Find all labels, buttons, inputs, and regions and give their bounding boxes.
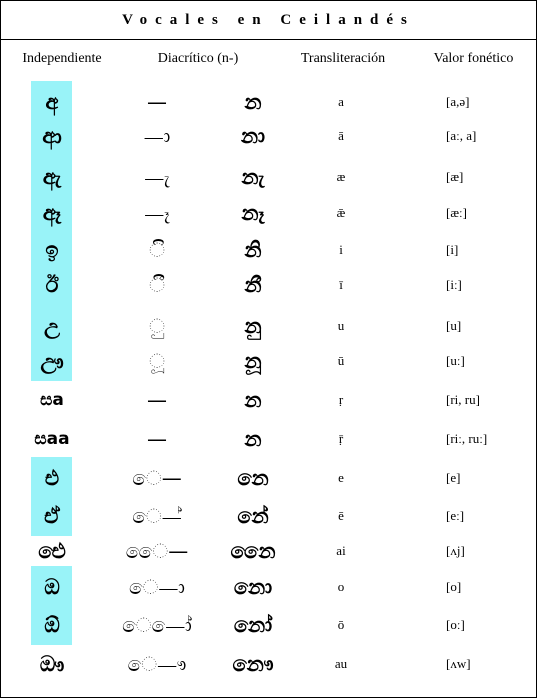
table-row [1,382,536,418]
diacritic-form: —ා [143,124,171,148]
table-row [1,267,536,303]
phonetic-value: [a,ə] [446,94,470,109]
independent-vowel: ඖ [39,651,65,676]
independent-vowel: එ [44,465,60,490]
example-syllable: නෛ [230,538,276,563]
diacritic-form: ෙ—ෟ [127,652,187,676]
transliteration: ī [339,277,343,292]
transliteration: ō [337,617,345,632]
example-syllable: නෞ [232,651,274,676]
phonetic-value: [o] [446,579,462,594]
phonetic-value: [æː] [446,205,467,220]
phonetic-value: [oː] [446,617,465,632]
example-syllable: නී [244,272,262,297]
example-syllable: නා [241,123,265,148]
example-syllable: නො [233,574,273,599]
independent-vowel: ඈ [42,200,62,225]
independent-vowel: උ [43,313,61,338]
table-row [1,421,536,457]
independent-vowel: අ [45,89,59,114]
phonetic-value: [ri, ru] [446,392,480,407]
independent-vowel: ඊ [45,272,59,297]
table-row [1,232,536,268]
diacritic-form: —ැ [144,165,170,189]
table-title: Vocales en Ceilandés [1,1,536,40]
example-syllable: නි [244,237,262,262]
transliteration: a [338,94,344,109]
diacritic-form: ෙ— [132,466,182,490]
table-row [1,460,536,496]
diacritic-form: ෙ—ා [128,575,186,599]
diacritic-form: ෛ— [125,539,189,563]
transliteration: æ [336,169,346,184]
transliteration: ē [338,508,344,523]
phonetic-value: [e] [446,470,461,485]
transliteration: i [339,242,343,257]
independent-vowel: ඇ [42,164,62,189]
independent-vowel: ඌ [40,348,64,373]
table-row [1,195,536,231]
diacritic-form: — [147,388,167,412]
phonetic-value: [iː] [446,277,462,292]
transliteration: o [337,579,345,594]
transliteration: u [337,318,345,333]
transliteration: ū [337,353,345,368]
independent-vowel: ඔ [44,574,60,599]
diacritic-form: ◌ී [149,273,165,297]
diacritic-form: ◌ු [149,314,165,338]
table-row [1,498,536,534]
header-phonetic-value: Valor fonético [433,51,514,66]
phonetic-value: [aː, a] [446,128,477,143]
example-syllable: න [244,387,262,412]
example-syllable: න [244,426,262,451]
table-row [1,308,536,344]
diacritic-form: ◌ූ [149,349,165,373]
phonetic-value: [ʌj] [446,543,465,558]
transliteration: e [338,470,344,485]
transliteration: ai [336,543,346,558]
phonetic-value: [riː, ruː] [446,431,488,446]
transliteration: ā [338,128,344,143]
phonetic-value: [eː] [446,508,465,523]
diacritic-form: — [147,90,167,114]
example-syllable: නෑ [241,200,265,225]
phonetic-value: [i] [446,242,459,257]
independent-vowel: සa [40,390,64,410]
example-syllable: නෙ [237,465,269,490]
diacritic-form: — [147,427,167,451]
example-syllable: නු [244,313,262,338]
independent-vowel: ඕ [44,612,60,637]
table-row [1,533,536,569]
diacritic-form: ◌ි [149,238,165,262]
table-row [1,159,536,195]
phonetic-value: [u] [446,318,462,333]
example-syllable: නේ [237,503,269,528]
independent-vowel: සaa [34,429,70,449]
transliteration: ṛ [338,392,344,407]
independent-vowel: ආ [42,123,62,148]
transliteration: au [334,656,348,671]
diacritic-form: ෙ—ෝ [122,613,192,637]
header-independent: Independiente [22,51,102,66]
phonetic-value: [uː] [446,353,465,368]
table-row [1,646,536,682]
independent-vowel: ඉ [45,237,59,262]
example-syllable: නූ [244,348,262,373]
header-diacritic: Diacrítico (n-) [157,51,239,66]
diacritic-form: —ෑ [144,201,170,225]
phonetic-value: [ʌw] [446,656,471,671]
example-syllable: නැ [241,164,265,189]
table-row [1,343,536,379]
table-row [1,84,536,120]
transliteration: ṝ [338,431,344,446]
example-syllable: නෝ [233,612,273,637]
diacritic-form: ෙ—් [132,504,182,528]
independent-vowel: ඓ [38,538,66,563]
independent-vowel: ඒ [44,503,60,528]
phonetic-value: [æ] [446,169,464,184]
table-row [1,118,536,154]
example-syllable: න [244,89,262,114]
table-row [1,607,536,643]
table-row [1,569,536,605]
header-transliteration: Transliteración [300,51,386,66]
transliteration: ǣ [336,205,346,220]
